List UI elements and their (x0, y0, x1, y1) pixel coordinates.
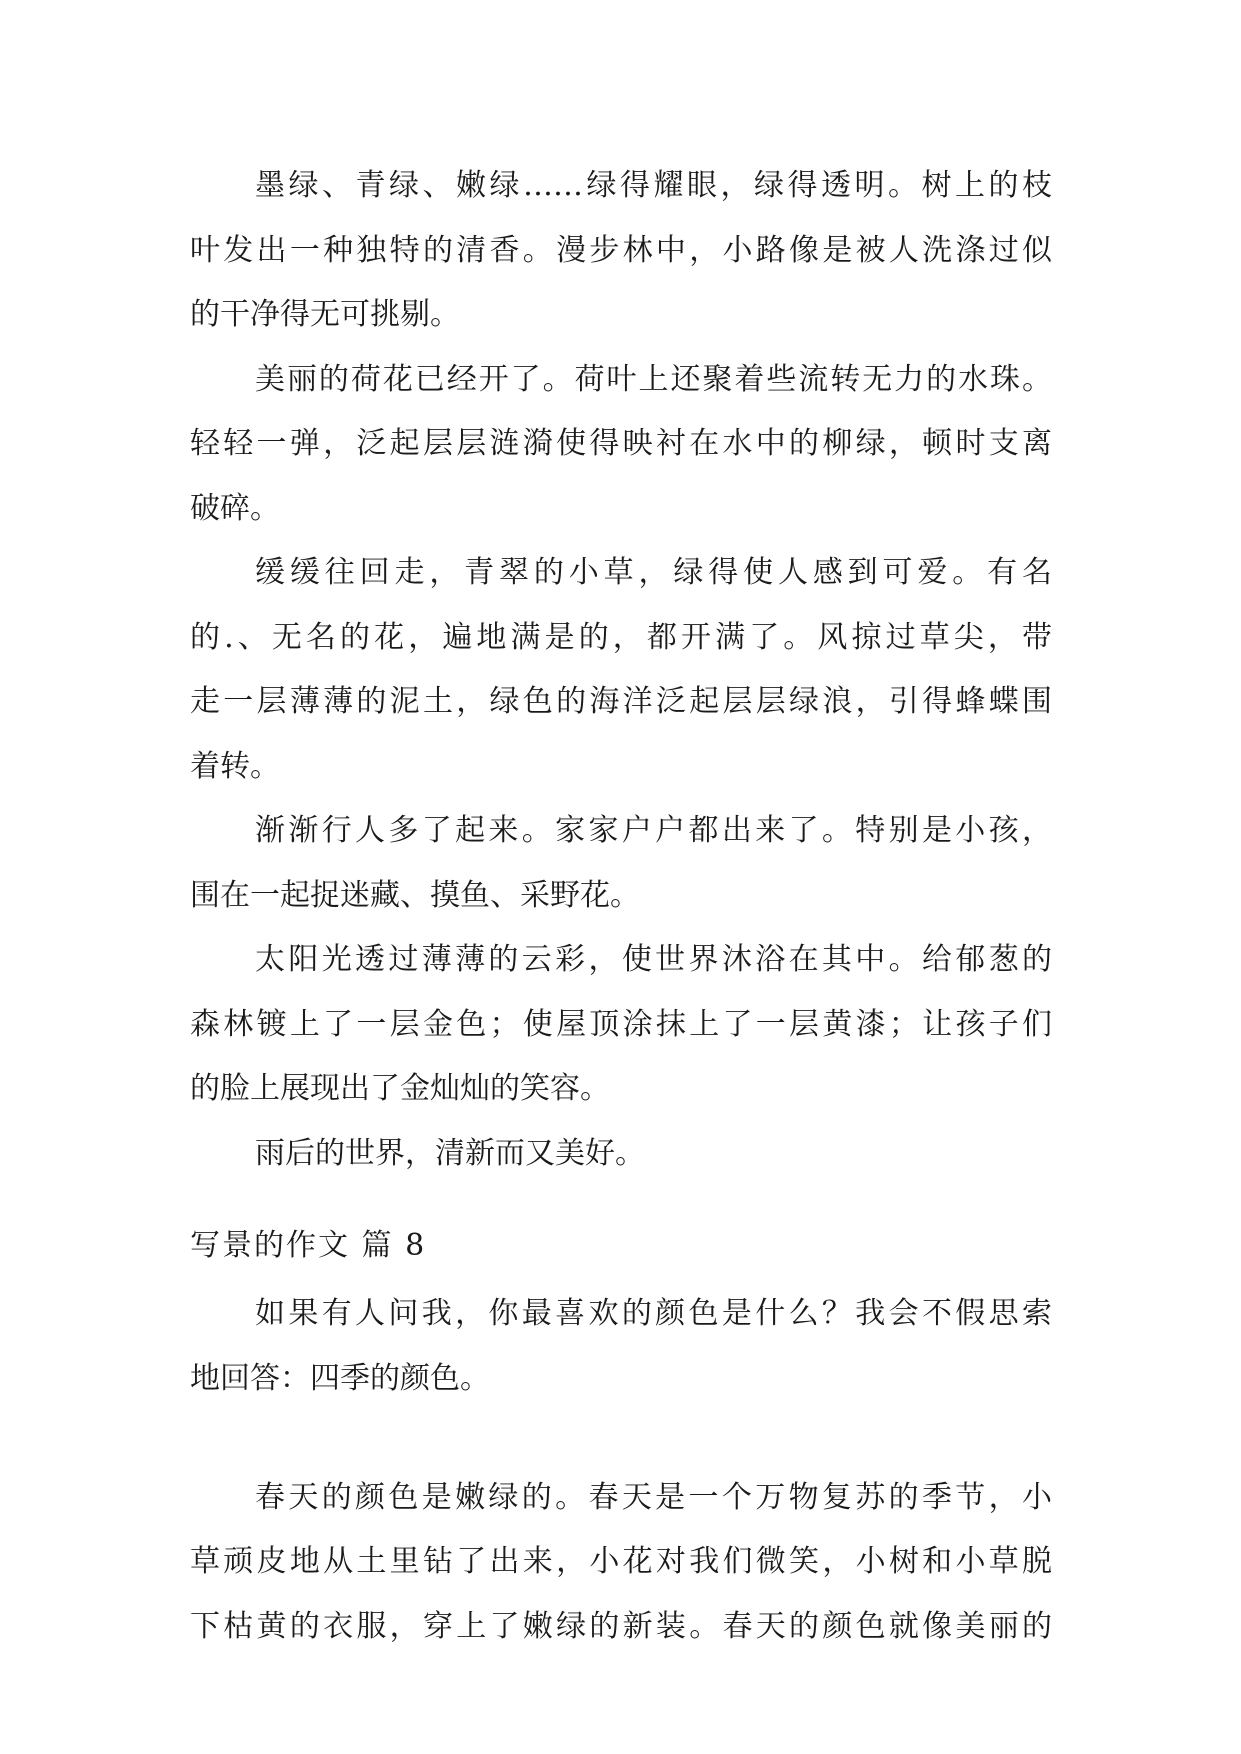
paragraph-4-line-1: 渐渐行人多了起来。家家户户都出来了。特别是小孩， (255, 813, 1052, 848)
paragraph-1-line-3: 的干净得无可挑剔。 (190, 297, 460, 332)
section2-paragraph-1-line-2: 地回答：四季的颜色。 (190, 1361, 490, 1396)
paragraph-1-line-1: 墨绿、青绿、嫩绿……绿得耀眼，绿得透明。树上的枝 (255, 168, 1052, 203)
paragraph-5-line-3: 的脸上展现出了金灿灿的笑容。 (190, 1071, 610, 1106)
paragraph-5-line-2: 森林镀上了一层金色；使屋顶涂抹上了一层黄漆；让孩子们 (190, 1007, 1052, 1042)
section2-paragraph-2-line-2: 草顽皮地从土里钻了出来，小花对我们微笑，小树和小草脱 (190, 1544, 1052, 1579)
paragraph-4-line-2: 围在一起捉迷藏、摸鱼、采野花。 (190, 878, 640, 913)
paragraph-2-line-1: 美丽的荷花已经开了。荷叶上还聚着些流转无力的水珠。 (255, 362, 1052, 397)
section2-paragraph-2-line-1: 春天的颜色是嫩绿的。春天是一个万物复苏的季节，小 (255, 1480, 1052, 1515)
paragraph-2-line-3: 破碎。 (190, 491, 280, 526)
paragraph-1-line-2: 叶发出一种独特的清香。漫步林中，小路像是被人洗涤过似 (190, 233, 1052, 268)
paragraph-3-line-4: 着转。 (190, 749, 280, 784)
section2-paragraph-2-line-3: 下枯黄的衣服，穿上了嫩绿的新装。春天的颜色就像美丽的 (190, 1609, 1052, 1644)
paragraph-2-line-2: 轻轻一弹，泛起层层涟漪使得映衬在水中的柳绿，顿时支离 (190, 426, 1052, 461)
paragraph-3-line-3: 走一层薄薄的泥土，绿色的海洋泛起层层绿浪，引得蜂蝶围 (190, 684, 1052, 719)
paragraph-3-line-1: 缓缓往回走，青翠的小草，绿得使人感到可爱。有名 (255, 555, 1052, 590)
paragraph-6-line-1: 雨后的世界，清新而又美好。 (255, 1136, 645, 1171)
section2-paragraph-1-line-1: 如果有人问我，你最喜欢的颜色是什么？我会不假思索 (255, 1296, 1052, 1331)
paragraph-5-line-1: 太阳光透过薄薄的云彩，使世界沐浴在其中。给郁葱的 (255, 942, 1052, 977)
section-heading: 写景的作文 篇 8 (190, 1228, 427, 1263)
paragraph-3-line-2: 的.、无名的花，遍地满是的，都开满了。风掠过草尖，带 (190, 620, 1052, 655)
